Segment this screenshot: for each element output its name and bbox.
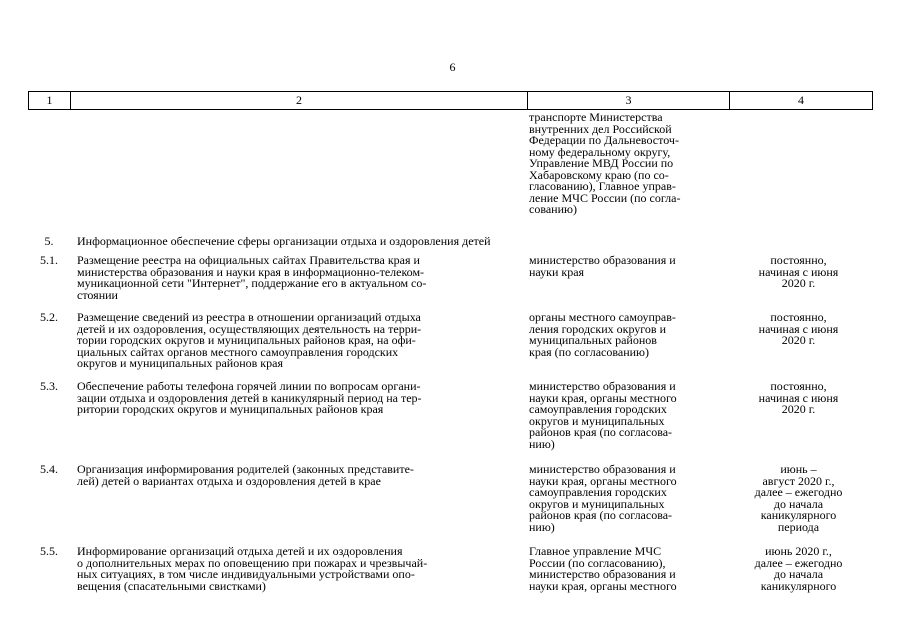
row-description: Информирование организаций отдыха детей и их оздоровления о дополнительных мерах по оповещению при пожарах и чрезвычай- ных ситуациях, в том числе индивидуальными устройствами опо- вещения (спасательными свистками) bbox=[77, 544, 428, 593]
header-col-2: 2 bbox=[71, 92, 528, 109]
section-title: Информационное обеспечение сферы организации отдыха и оздоровления детей bbox=[77, 234, 491, 248]
row-description: Обеспечение работы телефона горячей линии по вопросам органи- зации отдыха и оздоровления детей в каникулярный период на тер- ритории городских округов и муниципальных районов края bbox=[77, 379, 422, 416]
row-number: 5.3. bbox=[40, 379, 58, 393]
section-number: 5. bbox=[44, 234, 54, 248]
continuation-responsible: транспорте Министерства внутренних дел Российской Федерации по Дальневосточ- ному федеральному округу, Управление МВД России по Хабаровскому краю (по со- гласованию), Главное управ- ление МЧС России (по согла- сованию) bbox=[529, 110, 681, 216]
row-description: Размещение сведений из реестра в отношении организаций отдыха детей и их оздоровления, осуществляющих деятельность на терри- тории городских округов и муниципальных районов края, на офи- циальных сайтах органов местного самоуправления городских округов и муниципальных районов края bbox=[77, 310, 422, 370]
row-number: 5.1. bbox=[40, 253, 58, 267]
row-description: Организация информирования родителей (законных представите- лей) детей о вариантах отдыха и оздоровления детей в крае bbox=[77, 462, 414, 488]
row-responsible: министерство образования и науки края, органы местного самоуправления городских округов и муниципальных районов края (по согласова- нию) bbox=[529, 379, 677, 451]
row-term: июнь 2020 г., далее – ежегодно до начала каникулярного bbox=[754, 544, 843, 593]
page-number: 6 bbox=[449, 60, 456, 74]
row-number: 5.2. bbox=[40, 310, 58, 324]
row-description: Размещение реестра на официальных сайтах Правительства края и министерства образования и науки края в информационно-телеком- муникационной сети "Интернет", поддержание его в актуальном со- стоянии bbox=[77, 253, 427, 302]
row-responsible: органы местного самоупрaв- ления городских округов и муниципальных районов края (по согласованию) bbox=[529, 310, 676, 359]
row-term: постоянно, начиная с июня 2020 г. bbox=[758, 253, 839, 290]
row-term: постоянно, начиная с июня 2020 г. bbox=[758, 379, 839, 416]
row-responsible: Главное управление МЧС России (по согласованию), министерство образования и науки края, органы местного bbox=[529, 544, 677, 593]
row-number: 5.5. bbox=[40, 544, 58, 558]
table-header-row bbox=[28, 91, 873, 110]
row-term: постоянно, начиная с июня 2020 г. bbox=[758, 310, 839, 347]
row-responsible: министерство образования и науки края, органы местного самоуправления городских округов и муниципальных районов края (по согласова- нию) bbox=[529, 462, 677, 534]
row-number: 5.4. bbox=[40, 462, 58, 476]
header-col-4: 4 bbox=[798, 93, 804, 107]
header-col-1: 1 bbox=[29, 92, 71, 109]
row-responsible: министерство образования и науки края bbox=[529, 253, 676, 279]
header-col-3: 3 bbox=[528, 92, 730, 109]
row-term: июнь – август 2020 г., далее – ежегодно до начала каникулярного периода bbox=[754, 462, 843, 534]
